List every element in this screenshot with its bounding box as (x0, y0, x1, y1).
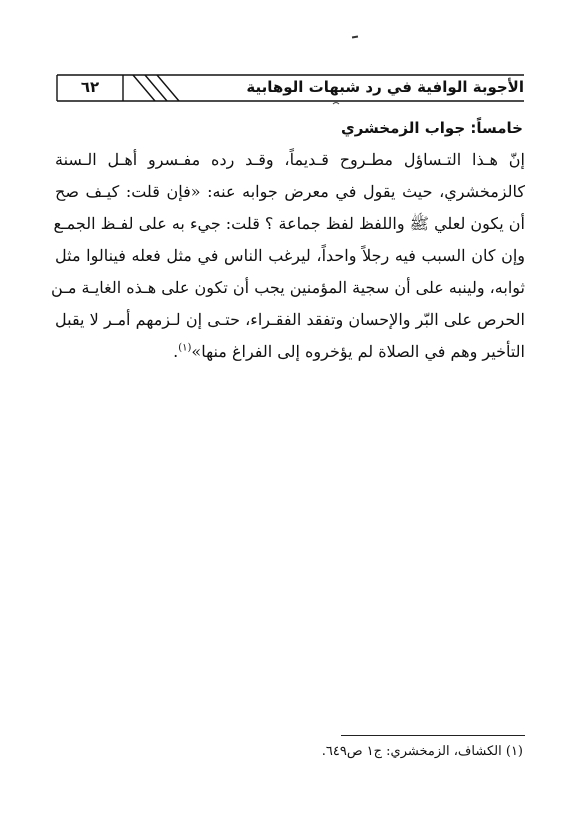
text-line: إنّ هـذا التـساؤل مطـروح قـديماً، وقـد رده مفـسرو أهـل الـسنة (55, 150, 525, 169)
end-punctuation: . (173, 342, 179, 361)
text-line: وإن كان السبب فيه رجلاً واحداً، ليرغب الناس في مثل فعله فينالوا مثل (55, 246, 525, 265)
text-line: أن يكون لعلي ﷺ واللفظ لفظ جماعة ؟ قلت: جيء به على لفـظ الجمـع (53, 214, 525, 233)
body-paragraph (51, 144, 525, 368)
footnote: (١) الكشاف، الزمخشري: ج١ ص٦٤٩. (321, 744, 523, 759)
text-line: ثوابه، ولينبه على أن سجية المؤمنين يجب أن تكون على هـذه الغايـة مـن (51, 278, 525, 297)
running-title: الأجوبة الوافية في رد شبهات الوهابية (246, 78, 524, 96)
running-header (55, 74, 524, 114)
text-line: كالزمخشري، حيث يقول في معرض جوابه عنه: «فإن قلت: كيـف صح (55, 182, 525, 201)
footnote-divider (341, 735, 525, 736)
text-line-content: التأخير وهم في الصلاة لم يؤخروه إلى الفراغ منها» (191, 342, 525, 361)
text-line-last (55, 336, 525, 368)
printer-mark (352, 35, 358, 38)
footnote-reference[interactable]: (١) (178, 342, 192, 354)
section-heading: خامساً: جواب الزمخشري (340, 119, 523, 137)
page-number: ٦٢ (80, 78, 100, 96)
text-line: الحرص على البّر والإحسان وتفقد الفقـراء، حتـى إن لـزمهم أمـر لا يقبل (55, 310, 525, 329)
